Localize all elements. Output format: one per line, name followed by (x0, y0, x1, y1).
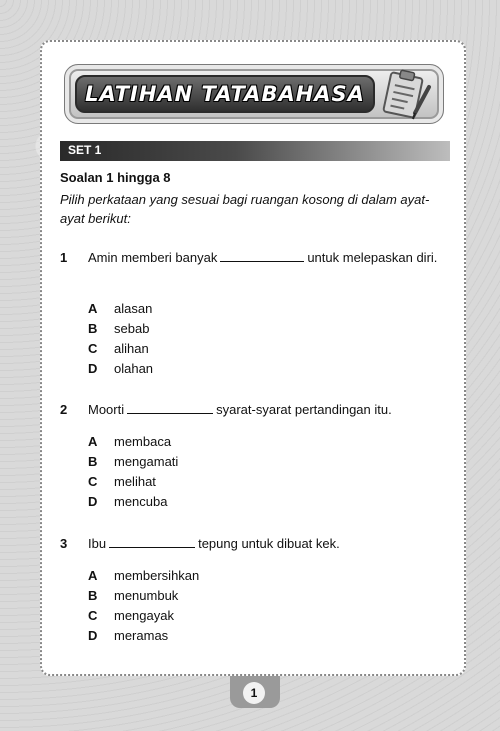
option-letter: C (88, 341, 98, 356)
option-item (88, 434, 171, 452)
option-text: sebab (114, 321, 150, 336)
question-number: 1 (60, 250, 68, 265)
set-header-bar (60, 141, 450, 161)
question-number: 3 (60, 536, 68, 551)
option-text: menumbuk (114, 588, 179, 603)
option-text: mencuba (114, 494, 168, 509)
option-item (88, 494, 167, 512)
option-text: membersihkan (114, 568, 200, 583)
section-heading: Soalan 1 hingga 8 (60, 170, 171, 185)
clipboard-icon (377, 67, 433, 123)
option-item (88, 341, 149, 359)
option-item (88, 628, 168, 646)
page-number: 1 (243, 682, 265, 704)
option-letter: A (88, 434, 98, 449)
option-text: melihat (114, 474, 156, 489)
option-letter: B (88, 588, 98, 603)
question-number: 2 (60, 402, 68, 417)
question-text-after: untuk melepaskan diri. (307, 250, 438, 265)
instruction-text: Pilih perkataan yang sesuai bagi ruangan kosong di dalam ayat-ayat berikut: (60, 192, 430, 226)
option-text: mengamati (114, 454, 179, 469)
option-item (88, 321, 149, 339)
page-title: LATIHAN TATABAHASA (85, 82, 365, 106)
option-letter: D (88, 494, 98, 509)
option-item (88, 474, 156, 492)
option-letter: A (88, 301, 98, 316)
option-item (88, 588, 178, 606)
option-text: meramas (114, 628, 169, 643)
option-letter: A (88, 568, 98, 583)
title-banner (64, 64, 444, 124)
option-letter: C (88, 474, 98, 489)
option-item (88, 608, 174, 626)
option-letter: C (88, 608, 98, 623)
question-text-before: Ibu (88, 536, 107, 551)
option-text: alasan (114, 301, 153, 316)
option-item (88, 301, 152, 319)
answer-blank (220, 260, 304, 262)
title-plate (75, 75, 375, 113)
option-text: alihan (114, 341, 149, 356)
set-label: SET 1 (68, 143, 102, 157)
question-text-after: syarat-syarat pertandingan itu. (216, 402, 392, 417)
question-text (88, 534, 454, 553)
question-text-after: tepung untuk dibuat kek. (198, 536, 340, 551)
worksheet-page (40, 40, 466, 676)
option-item (88, 361, 153, 379)
question-text (88, 248, 454, 267)
option-letter: D (88, 628, 98, 643)
option-item (88, 454, 178, 472)
option-text: mengayak (114, 608, 174, 623)
option-letter: B (88, 321, 98, 336)
option-text: olahan (114, 361, 154, 376)
question-text-before: Amin memberi banyak (88, 250, 218, 265)
answer-blank (127, 412, 213, 414)
option-text: membaca (114, 434, 172, 449)
option-letter: B (88, 454, 98, 469)
question-text (88, 400, 454, 419)
page-number-tab (230, 676, 280, 708)
question-text-before: Moorti (88, 402, 125, 417)
option-item (88, 568, 199, 586)
answer-blank (109, 546, 195, 548)
option-letter: D (88, 361, 98, 376)
